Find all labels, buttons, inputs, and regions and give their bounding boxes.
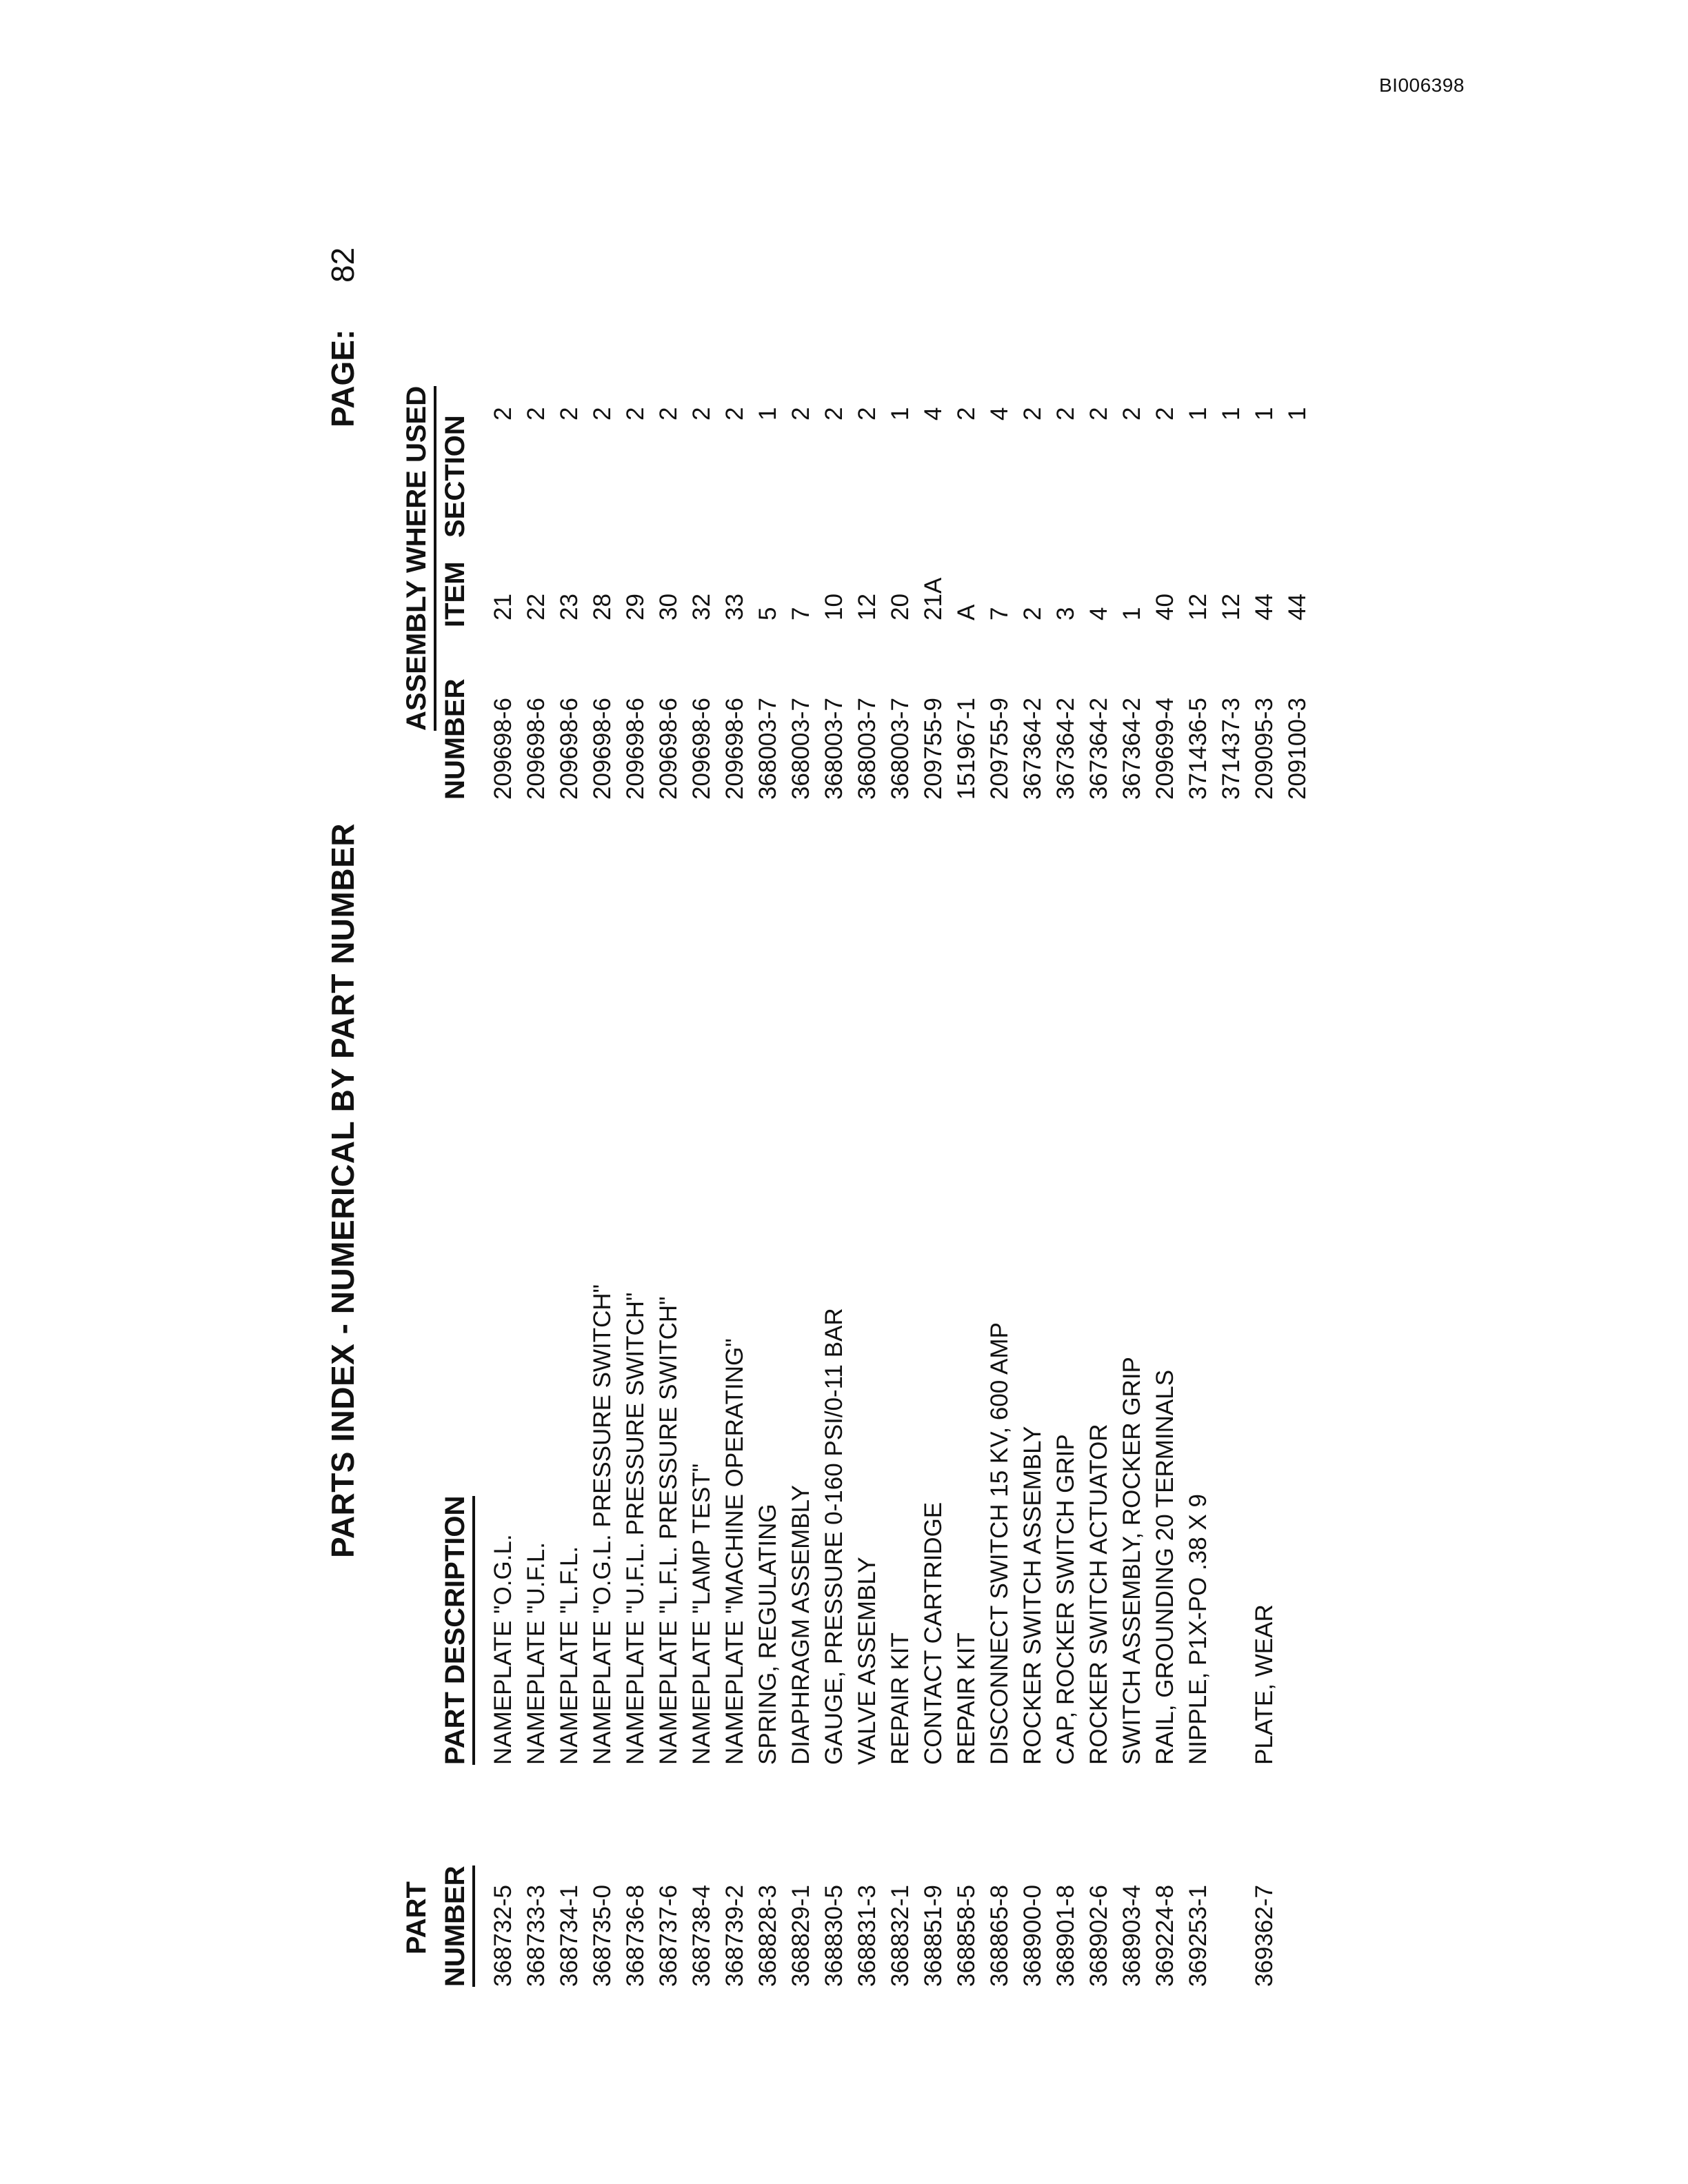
section-cell: 4 (986, 407, 1013, 421)
part-number-cell: 368832-1 (887, 1885, 914, 1987)
section-cell: 2 (953, 407, 980, 421)
table-row (688, 97, 720, 2027)
table-row (721, 97, 753, 2027)
table-row (1218, 97, 1249, 2027)
section-cell: 1 (1251, 407, 1278, 421)
assembly-number-cell: 367364-2 (1052, 698, 1079, 800)
section-cell: 2 (589, 407, 616, 421)
table-row (920, 97, 952, 2027)
table-row (523, 97, 554, 2027)
section-cell: 2 (1152, 407, 1178, 421)
part-number-cell: 368901-8 (1052, 1885, 1079, 1987)
part-number-cell: 368828-3 (754, 1885, 781, 1987)
page-number: 82 (325, 247, 361, 283)
item-cell: 21 (490, 594, 516, 620)
section-cell: 1 (887, 407, 914, 421)
section-cell: 1 (1218, 407, 1245, 421)
table-row (887, 97, 918, 2027)
part-number-cell: 368737-6 (655, 1885, 682, 1987)
assembly-number-cell: 367364-2 (1118, 698, 1145, 800)
description-cell: NAMEPLATE "L.F.L. (556, 1546, 583, 1765)
description-cell: SPRING, REGULATING (754, 1504, 781, 1765)
assembly-number-cell: 367364-2 (1085, 698, 1112, 800)
description-cell: VALVE ASSEMBLY (854, 1557, 881, 1765)
table-row (1152, 97, 1183, 2027)
item-column-header: ITEM (440, 561, 470, 627)
description-cell: CAP, ROCKER SWITCH GRIP (1052, 1434, 1079, 1765)
item-cell: A (953, 604, 980, 620)
table-row (1118, 97, 1150, 2027)
part-column-header-top: PART (401, 1881, 432, 1954)
item-cell: 7 (986, 607, 1013, 620)
item-cell: 1 (1118, 607, 1145, 620)
assembly-number-cell: 209699-4 (1152, 698, 1178, 800)
description-cell: NIPPLE, P1X-PO .38 X 9 (1185, 1494, 1212, 1765)
part-number-cell: 368851-9 (920, 1885, 947, 1987)
section-cell: 2 (622, 407, 649, 421)
part-number-cell: 369253-1 (1185, 1885, 1212, 1987)
item-cell: 20 (887, 594, 914, 620)
assembly-number-cell: 209698-6 (589, 698, 616, 800)
table-row (986, 97, 1018, 2027)
assembly-where-used-header: ASSEMBLY WHERE USED (401, 386, 436, 731)
item-cell: 44 (1251, 594, 1278, 620)
part-number-cell: 368900-0 (1019, 1885, 1046, 1987)
part-number-cell: 368858-5 (953, 1885, 980, 1987)
item-cell: 44 (1284, 594, 1311, 620)
description-cell: ROCKER SWITCH ASSEMBLY (1019, 1426, 1046, 1765)
item-cell: 29 (622, 594, 649, 620)
section-cell: 2 (490, 407, 516, 421)
description-cell: NAMEPLATE "U.F.L. (523, 1542, 550, 1765)
description-cell: DIAPHRAGM ASSEMBLY (787, 1485, 814, 1765)
assembly-number-cell: 209755-9 (920, 698, 947, 800)
assembly-number-cell: 209698-6 (622, 698, 649, 800)
item-cell: 28 (589, 594, 616, 620)
item-cell: 30 (655, 594, 682, 620)
section-cell: 4 (920, 407, 947, 421)
table-row (787, 97, 819, 2027)
description-cell: CONTACT CARTRIDGE (920, 1502, 947, 1765)
item-cell: 40 (1152, 594, 1178, 620)
section-cell: 2 (688, 407, 715, 421)
part-number-cell: 369362-7 (1251, 1885, 1278, 1987)
table-row (589, 97, 621, 2027)
assembly-number-cell: 368003-7 (854, 698, 881, 800)
section-cell: 2 (523, 407, 550, 421)
item-cell: 3 (1052, 607, 1079, 620)
item-cell: 32 (688, 594, 715, 620)
table-row (1019, 97, 1051, 2027)
table-row (1085, 97, 1117, 2027)
part-number-cell: 368865-8 (986, 1885, 1013, 1987)
part-number-cell: 368903-4 (1118, 1885, 1145, 1987)
description-cell: NAMEPLATE "U.F.L. PRESSURE SWITCH" (622, 1292, 649, 1765)
page-label: PAGE: (325, 329, 361, 427)
assembly-number-cell: 209755-9 (986, 698, 1013, 800)
section-column-header: SECTION (440, 415, 470, 538)
table-row (754, 97, 786, 2027)
description-cell: REPAIR KIT (887, 1632, 914, 1765)
table-row (854, 97, 885, 2027)
table-row (1251, 97, 1283, 2027)
section-cell: 2 (721, 407, 748, 421)
assembly-number-cell: 209698-6 (688, 698, 715, 800)
section-cell: 1 (1284, 407, 1311, 421)
table-row (1284, 97, 1316, 2027)
part-number-cell: 369224-8 (1152, 1885, 1178, 1987)
description-cell: RAIL, GROUNDING 20 TERMINALS (1152, 1369, 1178, 1765)
table-row (655, 97, 687, 2027)
description-cell: ROCKER SWITCH ACTUATOR (1085, 1424, 1112, 1765)
assembly-number-cell: 209698-6 (655, 698, 682, 800)
section-cell: 2 (655, 407, 682, 421)
table-row (556, 97, 587, 2027)
item-cell: 12 (1185, 594, 1212, 620)
section-cell: 2 (1052, 407, 1079, 421)
item-cell: 22 (523, 594, 550, 620)
assembly-number-cell: 371436-5 (1185, 698, 1212, 800)
description-cell: GAUGE, PRESSURE 0-160 PSI/0-11 BAR (821, 1308, 847, 1765)
item-cell: 4 (1085, 607, 1112, 620)
section-cell: 2 (854, 407, 881, 421)
assembly-number-cell: 368003-7 (787, 698, 814, 800)
assembly-number-cell: 209095-3 (1251, 698, 1278, 800)
part-number-cell: 368831-3 (854, 1885, 881, 1987)
part-number-cell: 368829-1 (787, 1885, 814, 1987)
page-title: PARTS INDEX - NUMERICAL BY PART NUMBER (325, 823, 361, 1558)
section-cell: 1 (754, 407, 781, 421)
part-number-cell: 368739-2 (721, 1885, 748, 1987)
item-cell: 12 (854, 594, 881, 620)
assembly-number-cell: 371437-3 (1218, 698, 1245, 800)
item-cell: 23 (556, 594, 583, 620)
table-row (490, 97, 521, 2027)
part-description-column-header: PART DESCRIPTION (440, 1496, 475, 1765)
section-cell: 2 (556, 407, 583, 421)
part-number-cell: 368830-5 (821, 1885, 847, 1987)
document-id: BI006398 (1379, 74, 1465, 96)
part-number-cell: 368902-6 (1085, 1885, 1112, 1987)
section-cell: 2 (1019, 407, 1046, 421)
assembly-number-cell: 368003-7 (887, 698, 914, 800)
description-cell: REPAIR KIT (953, 1632, 980, 1765)
item-cell: 7 (787, 607, 814, 620)
item-cell: 5 (754, 607, 781, 620)
assembly-number-cell: 151967-1 (953, 698, 980, 800)
part-number-column-header: NUMBER (440, 1866, 475, 1987)
description-cell: NAMEPLATE "LAMP TEST" (688, 1463, 715, 1765)
description-cell: NAMEPLATE "O.G.L. (490, 1534, 516, 1765)
description-cell: SWITCH ASSEMBLY, ROCKER GRIP (1118, 1357, 1145, 1765)
assembly-number-cell: 209698-6 (523, 698, 550, 800)
assembly-number-cell: 367364-2 (1019, 698, 1046, 800)
assembly-number-cell: 368003-7 (754, 698, 781, 800)
section-cell: 2 (787, 407, 814, 421)
assembly-number-cell: 209698-6 (556, 698, 583, 800)
part-number-cell: 368736-8 (622, 1885, 649, 1987)
part-number-cell: 368732-5 (490, 1885, 516, 1987)
assembly-number-column-header: NUMBER (440, 678, 470, 800)
description-cell: DISCONNECT SWITCH 15 KV, 600 AMP (986, 1322, 1013, 1765)
assembly-number-cell: 209698-6 (490, 698, 516, 800)
table-row (1185, 97, 1216, 2027)
section-cell: 2 (821, 407, 847, 421)
table-row (953, 97, 985, 2027)
part-number-cell: 368733-3 (523, 1885, 550, 1987)
parts-index-sheet (290, 97, 1310, 2027)
section-cell: 2 (1085, 407, 1112, 421)
assembly-number-cell: 209698-6 (721, 698, 748, 800)
part-number-cell: 368735-0 (589, 1885, 616, 1987)
table-row (1052, 97, 1084, 2027)
description-cell: PLATE, WEAR (1251, 1604, 1278, 1765)
assembly-number-cell: 368003-7 (821, 698, 847, 800)
description-cell: NAMEPLATE "L.F.L. PRESSURE SWITCH" (655, 1296, 682, 1765)
assembly-number-cell: 209100-3 (1284, 698, 1311, 800)
description-cell: NAMEPLATE "O.G.L. PRESSURE SWITCH" (589, 1284, 616, 1765)
item-cell: 33 (721, 594, 748, 620)
part-number-cell: 368738-4 (688, 1885, 715, 1987)
section-cell: 2 (1118, 407, 1145, 421)
table-row (821, 97, 852, 2027)
part-number-cell: 368734-1 (556, 1885, 583, 1987)
item-cell: 2 (1019, 607, 1046, 620)
item-cell: 10 (821, 594, 847, 620)
table-row (622, 97, 654, 2027)
item-cell: 21A (920, 577, 947, 620)
item-cell: 12 (1218, 594, 1245, 620)
section-cell: 1 (1185, 407, 1212, 421)
description-cell: NAMEPLATE "MACHINE OPERATING" (721, 1338, 748, 1765)
